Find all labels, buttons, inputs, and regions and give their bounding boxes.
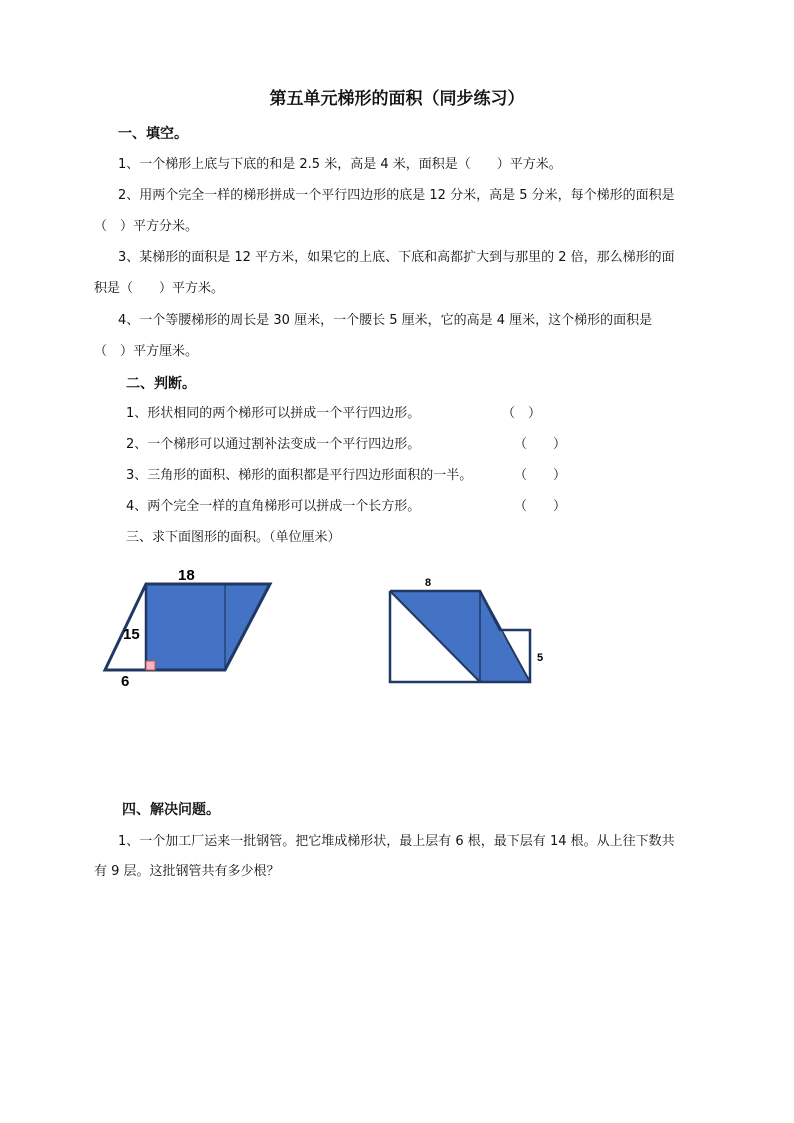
parallelogram-shaded [146,584,270,670]
label-side-5: 5 [537,652,544,664]
fill-q3-line1: 3、某梯形的面积是 12 平方米，如果它的上底、下底和高都扩大到与那里的 2 倍，那么梯形的面 [118,250,675,265]
label-top: 18 [178,567,195,584]
judge-item-3: 3、三角形的面积、梯形的面积都是平行四边形面积的一半。 [126,468,473,483]
judge-paren-4[interactable]: （ ） [514,499,567,514]
section3-heading: 三、求下面图形的面积。（单位厘米） [126,530,341,545]
problem-q1-line2: 有 9 层。这批钢管共有多少根？ [94,864,280,879]
section2-heading: 二、判断。 [126,376,196,392]
judge-paren-3[interactable]: （ ） [514,468,567,483]
fill-q3-line2: 积是（ ）平方米。 [94,281,225,296]
judge-paren-1[interactable]: （ ） [502,406,542,421]
section4-heading: 四、解决问题。 [122,802,220,818]
label-height: 15 [123,626,140,643]
judge-item-2: 2、一个梯形可以通过割补法变成一个平行四边形。 [126,437,421,452]
label-top-8: 8 [425,577,432,589]
figure-rectangle [380,570,555,690]
fill-q2-line1: 2、用两个完全一样的梯形拼成一个平行四边形的底是 12 分米，高是 5 分米，每个梯形的面积是 [118,188,675,203]
problem-q1-line1: 1、一个加工厂运来一批钢管。把它堆成梯形状，最上层有 6 根，最下层有 14 根。从上往下数共 [118,834,675,849]
label-bottom: 6 [121,673,130,690]
figure-parallelogram [95,560,280,690]
fill-q4-line1: 4、一个等腰梯形的周长是 30 厘米，一个腰长 5 厘米，它的高是 4 厘米，这个梯形的面积是 [118,313,653,328]
judge-paren-2[interactable]: （ ） [514,437,567,452]
section1-heading: 一、填空。 [118,126,188,142]
page-title: 第五单元梯形的面积（同步练习） [269,89,525,109]
right-angle-marker [146,661,155,670]
fill-q4-line2: （ ）平方厘米。 [94,344,199,359]
fill-q1: 1、一个梯形上底与下底的和是 2.5 米，高是 4 米，面积是（ ）平方米。 [118,157,562,172]
judge-item-1: 1、形状相同的两个梯形可以拼成一个平行四边形。 [126,406,421,421]
judge-item-4: 4、两个完全一样的直角梯形可以拼成一个长方形。 [126,499,421,514]
fill-q2-line2: （ ）平方分米。 [94,219,199,234]
